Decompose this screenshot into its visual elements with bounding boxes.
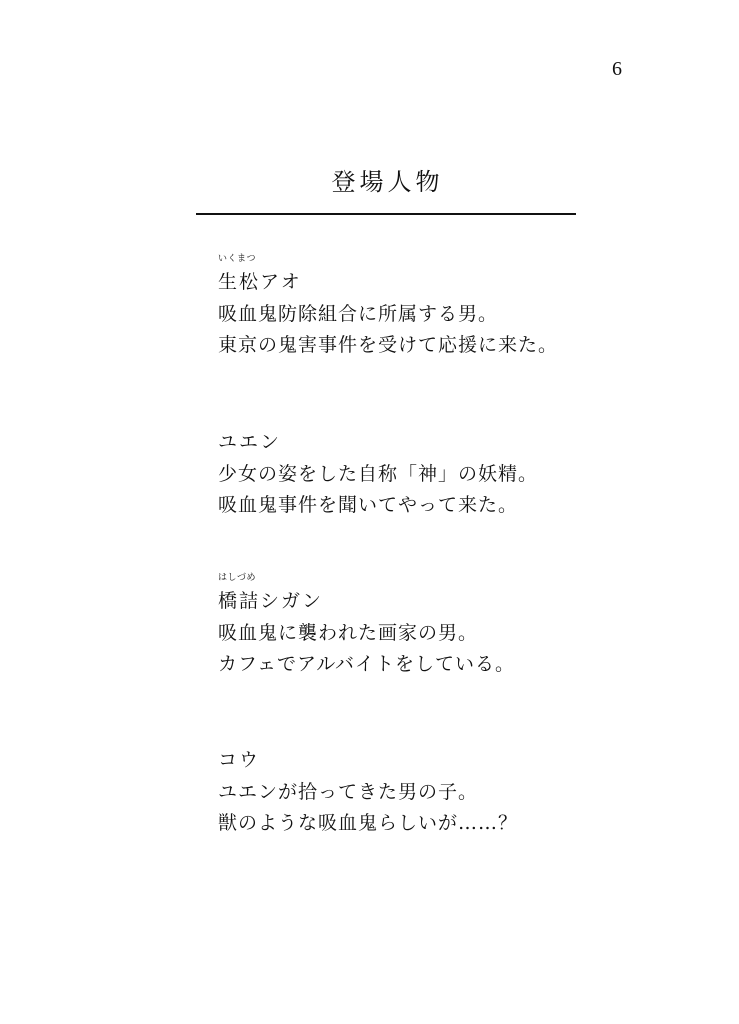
description-line: 少女の姿をした自称「神」の妖精。 <box>218 463 539 485</box>
description-line: 吸血鬼に襲われた画家の男。 <box>218 622 479 644</box>
character-description <box>218 618 698 680</box>
description-line: 獣のような吸血鬼らしいが……？ <box>218 812 519 834</box>
character-description <box>218 299 698 361</box>
page-number: 6 <box>612 58 622 80</box>
character-description <box>218 777 698 839</box>
description-line: 東京の鬼害事件を受けて応援に来た。 <box>218 334 559 356</box>
character-entry-yuen <box>218 428 698 521</box>
character-entry-hashizume-shigan <box>218 573 698 680</box>
description-line: 吸血鬼防除組合に所属する男。 <box>218 303 499 325</box>
page-title: 登場人物 <box>331 168 444 196</box>
character-description <box>218 459 698 521</box>
character-name: 橋詰シガン <box>218 590 324 612</box>
description-line: カフェでアルバイトをしている。 <box>218 653 515 675</box>
character-name: 生松アオ <box>218 271 302 293</box>
description-line: ユエンが拾ってきた男の子。 <box>218 781 479 803</box>
character-name: ユエン <box>218 431 282 453</box>
title-underline <box>196 213 576 215</box>
character-entry-kou <box>218 746 698 839</box>
character-furigana: はしづめ <box>218 573 257 583</box>
description-line: 吸血鬼事件を聞いてやって来た。 <box>218 494 519 516</box>
character-entry-ikumatsu-ao <box>218 254 698 361</box>
character-furigana: いくまつ <box>218 254 257 264</box>
character-name: コウ <box>218 749 261 771</box>
